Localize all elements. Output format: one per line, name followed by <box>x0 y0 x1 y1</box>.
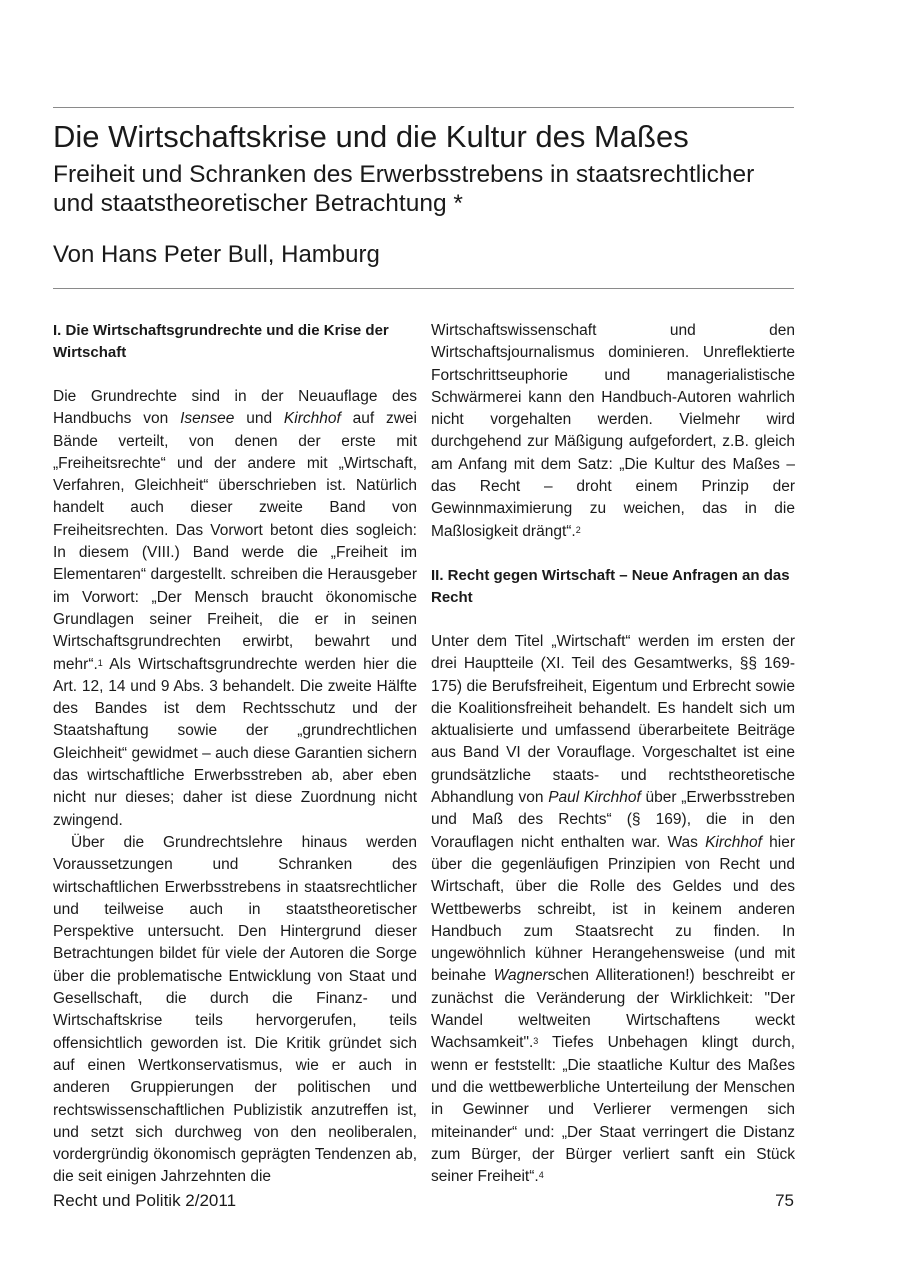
journal-footer: Recht und Politik 2/2011 <box>53 1191 237 1210</box>
title-block <box>53 118 794 218</box>
article-subtitle: Freiheit und Schranken des Erwerbsstrebens in staatsrechtlicher und staatstheoretischer Betrachtung * <box>53 161 755 217</box>
author-line: Von Hans Peter Bull, Hamburg <box>53 241 380 268</box>
section-2-paragraph-1: Unter dem Titel „Wirtschaft“ werden im ersten der drei Hauptteile (XI. Teil des Gesamtwerks, §§ 169-175) die Berufsfreiheit, Eigentum und Erbrecht sowie die Koalitionsfreiheit behandelt. Es handelt sich um aktualisierte und umfassend überarbeitete Beiträge aus Band VI der Vorauflage. Vorgeschaltet ist eine grundsätzliche staats- und rechtstheoretische Abhandlung von Paul Kirchhof über „Erwerbsstreben und Maß des Rechts“ (§ 169), die in den Vorauflagen nicht enthalten war. Was Kirchhof hier über die gegenläufigen Prinzipien von Recht und Wirtschaft, über die Rolle des Geldes und des Wettbewerbs schreibt, ist in keinem anderen Handbuch zum Staatsrecht zu finden. In ungewöhnlich kühner Herangehensweise (und mit beinahe Wagnerschen Alliterationen!) beschreibt er zunächst die Veränderung der Wirklichkeit: "Der Wandel weltweiten Wirtschaftens weckt Wachsamkeit".$^3$ Tiefes Unbehagen klingt durch, wenn er feststellt: „Die staatliche Kultur des Maßes und die wettbewerbliche Unterteilung der Menschen in Gewinner und Verlierer vermengen sich miteinander“ und: „Der Staat verringert die Distanz zum Bürger, der Bürger verliert sanft ein Stück seiner Freiheit“.$^4$ <box>431 632 796 1186</box>
page-number: 75 <box>775 1191 794 1210</box>
section-1-paragraph-1: Die Grundrechte sind in der Neuauflage des Handbuchs von Isensee und Kirchhof auf zwei Bände verteilt, von denen der erste mit „Freiheitsrechte“ und der andere mit „Wirtschaft, Verfahren, Gleichheit“ überschrieben ist. Natürlich handelt auch dieser zweite Band von Freiheitsrechten. Das Vorwort betont dies sogleich: In diesem (VIII.) Band werde die „Freiheit im Elementaren“ dargestellt. schreiben die Herausgeber im Vorwort: „Der Mensch braucht ökonomische Grundlagen seiner Freiheit, die er in seinen Wirtschaftsgrundrechten erwirbt, bewahrt und mehr“.$^1$ Als Wirtschaftsgrundrechte werden hier die Art. 12, 14 und 9 Abs. 3 behandelt. Die zweite Hälfte des Bandes ist dem Rechtsschutz und der Staatshaftung sowie der „grundrechtlichen Gleichheit“ gewidmet – auch diese Garantien sichern das wirtschaftliche Erwerbsstreben ab, aber eben nicht nur dieses; daher ist diese Zuordnung nicht zwingend. <box>53 388 417 829</box>
person-name: Paul Kirchhof <box>548 789 641 807</box>
section-1-heading: I. Die Wirtschaftsgrundrechte und die Krise der Wirtschaft <box>53 322 389 361</box>
left-column <box>53 320 417 1189</box>
editor-name: Isensee <box>180 410 235 428</box>
footnote-ref[interactable]: 4 <box>538 1170 544 1181</box>
article-title: Die Wirtschaftskrise und die Kultur des Maßes <box>53 119 689 154</box>
footnote-ref[interactable]: 3 <box>533 1036 539 1047</box>
section-1-paragraph-2: Über die Grundrechtslehre hinaus werden Voraussetzungen und Schranken des wirtschaftlichen Erwerbsstrebens in staatsrechtlicher und teilweise auch in staatstheoretischer Perspektive untersucht. Den Hintergrund dieser Betrachtungen bildet für viele der Autoren die Sorge über die problematische Entwicklung von Staat und Gesellschaft, die durch die Finanz- und Wirtschaftskrise teils hervorgerufen, teils offensichtlich geworden ist. Die Kritik gründet sich auf einen Wertkonservatismus, wie er auch in anderen Gruppierungen der politischen und rechtswissenschaftlichen Publizistik anzutreffen ist, und setzt sich durchweg von den neoliberalen, vordergründig ökonomisch geprägten Tendenzen ab, die seit einigen Jahrzehnten die <box>53 833 417 1186</box>
right-column <box>431 320 795 1188</box>
footnote-ref[interactable]: 1 <box>97 657 103 668</box>
person-name: Wagner <box>493 967 548 985</box>
header-bottom-rule <box>53 288 794 289</box>
footnote-ref[interactable]: 2 <box>575 524 581 535</box>
top-rule <box>53 107 794 108</box>
section-2-heading: II. Recht gegen Wirtschaft – Neue Anfragen an das Recht <box>431 566 790 606</box>
editor-name: Kirchhof <box>283 410 341 428</box>
person-name: Kirchhof <box>705 833 762 851</box>
section-1-paragraph-2-continued: Wirtschaftswissenschaft und den Wirtschaftsjournalismus dominieren. Unreflektierte Fortschrittseuphorie und managerialistische Schwärmerei kann den Handbuch-Autoren wahrlich nicht vorgehalten werden. Vielmehr wird durchgehend zur Mäßigung aufgefordert, z.B. gleich am Anfang mit dem Satz: „Die Kultur des Maßes – das Recht – droht einem Prinzip der Gewinnmaximierung zu weichen, das in die Maßlosigkeit drängt“.$^2$ <box>431 322 795 540</box>
